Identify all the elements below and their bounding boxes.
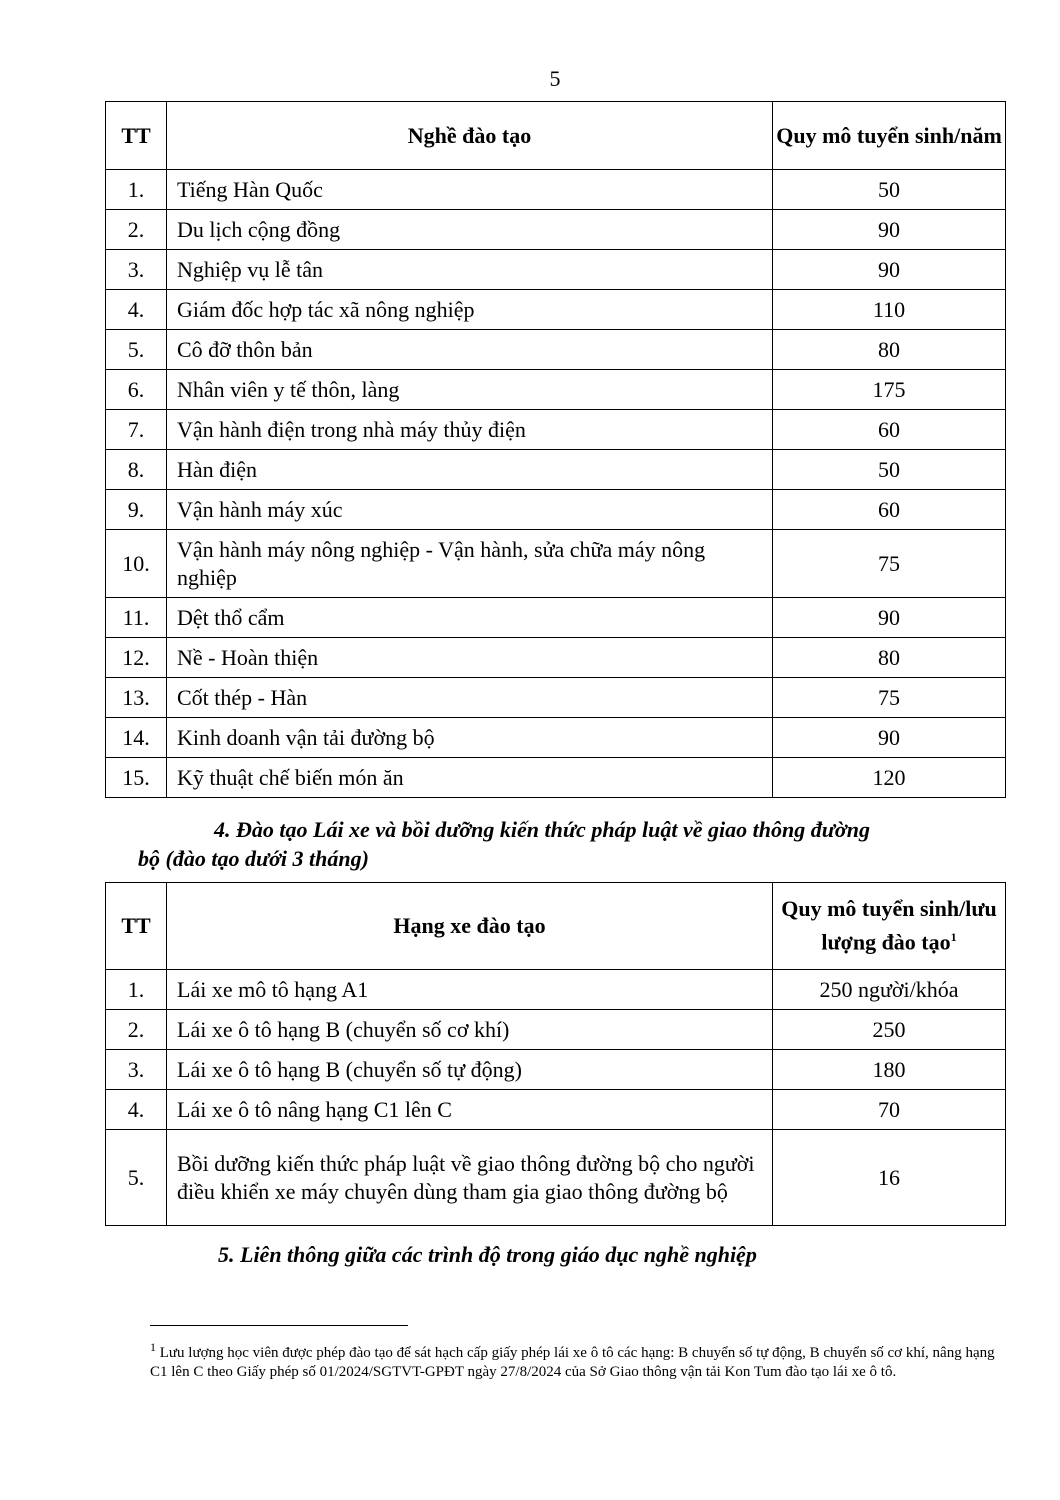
row-number: 11. (106, 598, 167, 638)
occupation-name: Dệt thổ cẩm (167, 598, 773, 638)
table-row (106, 490, 1006, 530)
occupation-name: Hàn điện (167, 450, 773, 490)
row-number: 13. (106, 678, 167, 718)
table-row (106, 250, 1006, 290)
footnote (150, 1338, 1010, 1382)
table-row (106, 638, 1006, 678)
table-row (106, 170, 1006, 210)
footnote-marker: 1 (150, 1340, 156, 1354)
table-row (106, 370, 1006, 410)
enrollment-value: 90 (773, 598, 1006, 638)
table-row (106, 1090, 1006, 1130)
row-number: 5. (106, 1130, 167, 1226)
enrollment-value: 80 (773, 638, 1006, 678)
row-number: 1. (106, 970, 167, 1010)
occupation-name: Nhân viên y tế thôn, làng (167, 370, 773, 410)
table-row (106, 1010, 1006, 1050)
table-row (106, 758, 1006, 798)
heading-line-2: bộ (đào tạo dưới 3 tháng) (138, 846, 369, 871)
row-number: 15. (106, 758, 167, 798)
vehicle-class-name: Lái xe ô tô nâng hạng C1 lên C (167, 1090, 773, 1130)
row-number: 6. (106, 370, 167, 410)
row-number: 9. (106, 490, 167, 530)
table-header-row (106, 883, 1006, 970)
enrollment-value: 120 (773, 758, 1006, 798)
heading-line-1: 4. Đào tạo Lái xe và bồi dưỡng kiến thức pháp luật về giao thông đường (214, 817, 870, 842)
table-row (106, 210, 1006, 250)
enrollment-value: 50 (773, 450, 1006, 490)
row-number: 4. (106, 1090, 167, 1130)
enrollment-value: 110 (773, 290, 1006, 330)
table-row (106, 678, 1006, 718)
table-row (106, 718, 1006, 758)
occupation-name: Vận hành máy xúc (167, 490, 773, 530)
table-row (106, 1130, 1006, 1226)
enrollment-value: 60 (773, 490, 1006, 530)
footnote-divider (150, 1325, 408, 1326)
footnote-text: Lưu lượng học viên được phép đào tạo để sát hạch cấp giấy phép lái xe ô tô các hạng: B chuyển số tự động, B chuyển số cơ khí, nâng hạng C1 lên C theo Giấy phép số 01/2024/SGTVT-GPĐT ngày 27/8/2024 của Sở Giao thông vận tải Kon Tum đào tạo lái xe ô tô. (150, 1345, 995, 1380)
row-number: 3. (106, 250, 167, 290)
header-enrollment-capacity-text: Quy mô tuyển sinh/lưu lượng đào tạo (781, 896, 997, 955)
table-row (106, 410, 1006, 450)
occupation-name: Kỹ thuật chế biến món ăn (167, 758, 773, 798)
table-row (106, 330, 1006, 370)
header-enrollment-capacity (773, 883, 1006, 970)
capacity-value: 180 (773, 1050, 1006, 1090)
header-vehicle-class: Hạng xe đào tạo (167, 883, 773, 970)
occupation-name: Nghiệp vụ lễ tân (167, 250, 773, 290)
capacity-value: 250 người/khóa (773, 970, 1006, 1010)
enrollment-value: 75 (773, 530, 1006, 598)
section-heading-interlevel: 5. Liên thông giữa các trình độ trong giáo dục nghề nghiệp (218, 1242, 757, 1267)
table-header-row (106, 102, 1006, 170)
enrollment-value: 80 (773, 330, 1006, 370)
enrollment-value: 90 (773, 718, 1006, 758)
row-number: 3. (106, 1050, 167, 1090)
enrollment-value: 60 (773, 410, 1006, 450)
table-row (106, 530, 1006, 598)
occupation-name: Cô đỡ thôn bản (167, 330, 773, 370)
occupation-name: Giám đốc hợp tác xã nông nghiệp (167, 290, 773, 330)
vehicle-class-table (105, 882, 1006, 1226)
vehicle-class-name: Lái xe ô tô hạng B (chuyển số cơ khí) (167, 1010, 773, 1050)
occupation-name: Kinh doanh vận tải đường bộ (167, 718, 773, 758)
table-row (106, 598, 1006, 638)
table-row (106, 450, 1006, 490)
table-row (106, 1050, 1006, 1090)
table-row (106, 290, 1006, 330)
capacity-value: 250 (773, 1010, 1006, 1050)
row-number: 5. (106, 330, 167, 370)
training-occupations-table (105, 101, 1006, 798)
vehicle-class-name: Lái xe ô tô hạng B (chuyển số tự động) (167, 1050, 773, 1090)
section-heading-driver-training (138, 815, 998, 873)
occupation-name: Tiếng Hàn Quốc (167, 170, 773, 210)
header-enrollment-scale: Quy mô tuyển sinh/năm (773, 102, 1006, 170)
table-row (106, 970, 1006, 1010)
row-number: 10. (106, 530, 167, 598)
row-number: 12. (106, 638, 167, 678)
occupation-name: Nề - Hoàn thiện (167, 638, 773, 678)
header-occupation: Nghề đào tạo (167, 102, 773, 170)
footnote-ref[interactable]: 1 (950, 930, 957, 945)
row-number: 2. (106, 210, 167, 250)
occupation-name: Du lịch cộng đồng (167, 210, 773, 250)
enrollment-value: 90 (773, 250, 1006, 290)
occupation-name: Vận hành điện trong nhà máy thủy điện (167, 410, 773, 450)
capacity-value: 16 (773, 1130, 1006, 1226)
occupation-name: Vận hành máy nông nghiệp - Vận hành, sửa chữa máy nông nghiệp (167, 530, 773, 598)
header-tt: TT (106, 102, 167, 170)
occupation-name: Cốt thép - Hàn (167, 678, 773, 718)
enrollment-value: 90 (773, 210, 1006, 250)
row-number: 8. (106, 450, 167, 490)
vehicle-class-name: Bồi dưỡng kiến thức pháp luật về giao thông đường bộ cho người điều khiển xe máy chuyên dùng tham gia giao thông đường bộ (167, 1130, 773, 1226)
header-tt: TT (106, 883, 167, 970)
enrollment-value: 75 (773, 678, 1006, 718)
enrollment-value: 50 (773, 170, 1006, 210)
vehicle-class-name: Lái xe mô tô hạng A1 (167, 970, 773, 1010)
row-number: 2. (106, 1010, 167, 1050)
page-number: 5 (549, 66, 561, 91)
row-number: 1. (106, 170, 167, 210)
row-number: 7. (106, 410, 167, 450)
row-number: 14. (106, 718, 167, 758)
capacity-value: 70 (773, 1090, 1006, 1130)
enrollment-value: 175 (773, 370, 1006, 410)
row-number: 4. (106, 290, 167, 330)
